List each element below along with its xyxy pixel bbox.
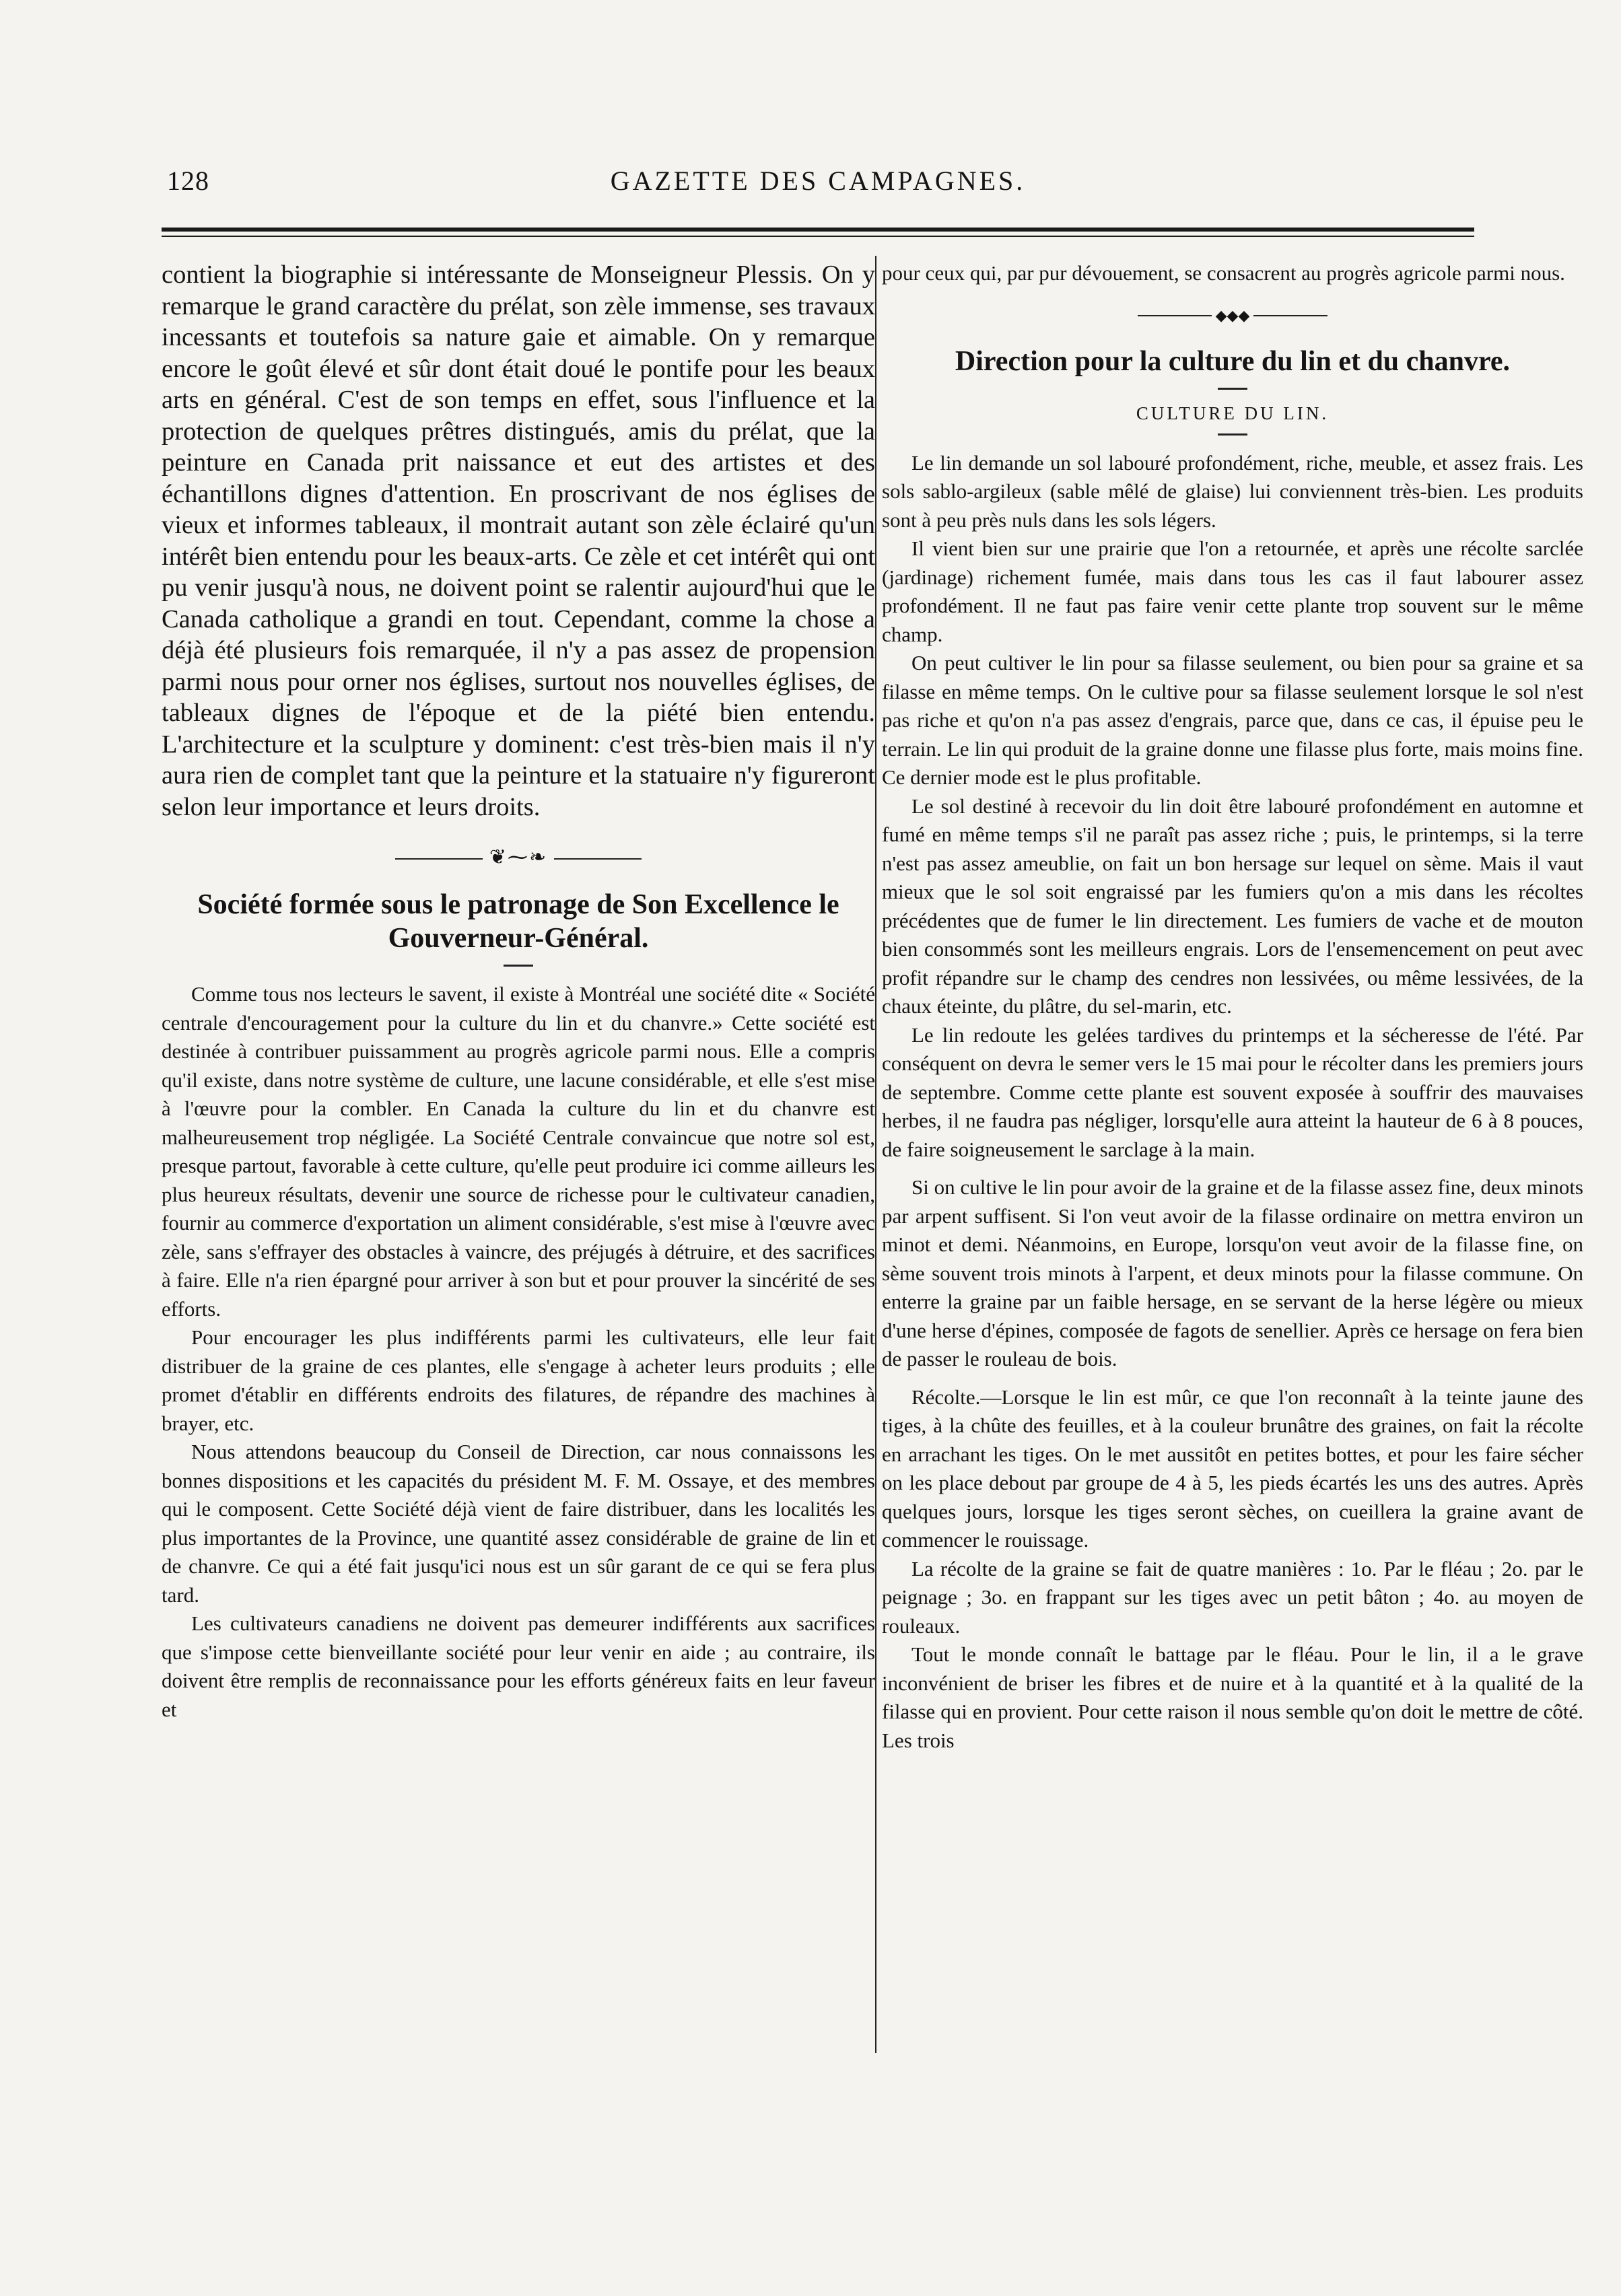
paragraph: La récolte de la graine se fait de quatre manières : 1o. Par le fléau ; 2o. par le peignage ; 3o. en frappant sur les tiges avec un petit bâton ; 4o. au moyen de rouleaux. — [882, 1556, 1583, 1638]
decorative-divider: ❦⁓❧ — [162, 845, 875, 869]
title-rule — [504, 965, 533, 967]
paragraph: Tout le monde connaît le battage par le fléau. Pour le lin, il a le grave inconvénient de briser les fibres et de nuire et à la quantité et à la qualité de la filasse qui en provient. Pour cette raison il nous semble qu'on doit le mettre de côté. Les trois — [882, 1642, 1583, 1752]
title-rule — [1218, 388, 1247, 390]
subheading-rule — [1218, 433, 1247, 436]
paragraph: Récolte.—Lorsque le lin est mûr, ce que l'on reconnaît à la teinte jaune des tiges, à la chûte des feuilles, et à la couleur brunâtre des graines, on fait la récolte en arrachant les tiges. On le met aussitôt en petites bottes, et pour les faire sécher on les place debout par groupe de 4 à 5, les pieds écartés les uns des autres. Après quelques jours, lorsque les tiges seront sèches, on cueillera la graine avant de commencer le rouissage. — [882, 1385, 1583, 1552]
continued-paragraph: contient la biographie si intéressante de Monseigneur Plessis. On y remarque le grand caractère du prélat, son zèle immense, ses travaux incessants et toutefois sa nature gaie et aimable. On y remarque encore le goût élevé et sûr dont était doué le pontife pour les beaux arts en général. C'est de son temps en effet, sous l'influence et la protection de quelques prêtres distingués, amis du prélat, que la peinture en Canada prit naissance et eut des artistes et des échantillons dignes d'attention. En proscrivant de nos églises de vieux et informes tableaux, il montrait autant son zèle éclairé qu'un intérêt bien entendu pour les beaux-arts. Ce zèle et cet intérêt qui ont pu venir jusqu'à nous, ne doivent point se ralentir aujourd'hui que le Canada catholique a grandi en tout. Cependant, comme la chose a déjà été plusieurs fois remarquée, il n'y a pas assez de propension parmi nous pour orner nos églises, surtout nos nouvelles églises, de tableaux dignes de l'époque et de la piété bien entendu. L'architecture et la sculpture y dominent: c'est très-bien mais il n'y aura rien de complet tant que la peinture et la statuaire n'y figureront selon leur importance et leurs droits. — [162, 260, 875, 821]
paragraph: Le lin redoute les gelées tardives du printemps et la sécheresse de l'été. Par conséquent on devra le semer vers le 15 mai pour le récolter dans les premiers jours de septembre. Comme cette plante est souvent exposée à souffrir des mauvaises herbes, il ne faudra pas négliger, lorsqu'elle aura atteint la hauteur de 6 à 8 pouces, de faire soigneusement le sarclage à la main. — [882, 1022, 1583, 1161]
continued-text-block — [162, 259, 875, 823]
header-rule-thick — [162, 228, 1474, 232]
article-body — [162, 980, 875, 1724]
article-body — [882, 449, 1583, 1755]
paragraph: Comme tous nos lecteurs le savent, il existe à Montréal une société dite « Société centrale d'encouragement pour la culture du lin et du chanvre.» Cette société est destinée à contribuer puissamment au progrès agricole parmi nous. Elle a compris qu'il existe, dans notre système de culture, une lacune considérable, et elle s'est mise à l'œuvre pour la combler. En Canada la culture du lin et du chanvre est malheureusement trop négligée. La Société Centrale convaincue que notre sol est, presque partout, favorable à cette culture, qu'elle peut produire ici comme ailleurs les plus heureux résultats, devenir une source de richesse pour le cultivateur canadien, fournir au commerce d'exportation un aliment considérable, s'est mise à l'œuvre avec zèle, sans s'effrayer des obstacles à vaincre, des préjugés à détruire, et des sacrifices à faire. Elle n'a rien épargné pour arriver à son but et pour prouver la sincérité de ses efforts. — [162, 982, 875, 1321]
column-divider — [875, 256, 876, 2053]
paragraph: Le sol destiné à recevoir du lin doit être labouré profondément en automne et fumé en même temps s'il ne paraît pas assez riche ; puis, le printemps, si la terre n'est pas assez ameublie, on fait un bon hersage sur lequel on sème. Mais il vaut mieux que le sol soit engraissé par les fumiers qu'on a mis dans les récoltes précédentes que de fumer le lin directement. Les fumiers de vache et de mouton bien consommés sont les meilleurs engrais. Lors de l'ensemencement on peut avec profit répandre sur le champ des cendres non lessivées, ou même lessivées, de la chaux éteinte, du plâtre, du sel-marin, etc. — [882, 794, 1583, 1018]
paragraph: Nous attendons beaucoup du Conseil de Direction, car nous connaissons les bonnes dispositions et les capacités du président M. F. M. Ossaye, et des membres qui le composent. Cette Société déjà vient de faire distribuer, dans les localités les plus importantes de la Province, une quantité assez considérable de graine de lin et de chanvre. Ce qui a été fait jusqu'ici nous est un sûr garant de ce qui se fera plus tard. — [162, 1440, 875, 1607]
running-title: GAZETTE DES CAMPAGNES. — [610, 166, 1026, 196]
continued-paragraph: pour ceux qui, par pur dévouement, se consacrent au progrès agricole parmi nous. — [882, 261, 1565, 285]
paragraph: Le lin demande un sol labouré profondément, riche, meuble, et assez frais. Les sols sablo-argileux (sable mêlé de glaise) lui conviennent très-bien. Les produits sont à peu près nuls dans les sols légers. — [882, 450, 1583, 532]
left-column — [162, 259, 875, 2046]
header-rule-thin — [162, 236, 1474, 237]
paragraph: Pour encourager les plus indifférents parmi les cultivateurs, elle leur fait distribuer de la graine de ces plantes, elle s'engage à acheter leurs produits ; elle promet d'établir en différents endroits des filatures, de répandre des machines à brayer, etc. — [162, 1325, 875, 1435]
article-title: Direction pour la culture du lin et du chanvre. — [955, 345, 1511, 377]
paragraph: Il vient bien sur une prairie que l'on a retournée, et après une récolte sarclée (jardinage) richement fumée, mais dans tous les cas il faut labourer assez profondément. Il ne faut pas faire venir cette plante trop souvent sur le même champ. — [882, 536, 1583, 646]
decorative-divider: ◆◆◆ — [882, 307, 1583, 324]
continued-text-block — [882, 259, 1583, 288]
right-column — [882, 259, 1583, 2046]
article-title: Société formée sous le patronage de Son Excellence le Gouverneur-Général. — [197, 889, 839, 954]
paragraph: Les cultivateurs canadiens ne doivent pas demeurer indifférents aux sacrifices que s'impose cette bienveillante société pour leur venir en aide ; au contraire, ils doivent être remplis de reconnaissance pour les efforts généreux faits en leur faveur et — [162, 1611, 875, 1721]
page-number: 128 — [167, 166, 209, 196]
paragraph: On peut cultiver le lin pour sa filasse seulement, ou bien pour sa graine et sa filasse en même temps. On le cultive pour sa filasse seulement lorsque le sol n'est pas riche et qu'on n'a pas assez d'engrais, parce que, dans ce cas, il épuise peu le terrain. Le lin qui produit de la graine donne une filasse plus forte, mais moins fine. Ce dernier mode est le plus profitable. — [882, 651, 1583, 789]
page-header — [162, 165, 1474, 205]
paragraph: Si on cultive le lin pour avoir de la graine et de la filasse assez fine, deux minots par arpent suffisent. Si l'on veut avoir de la filasse ordinaire on mettra environ un minot et demi. Néanmoins, en Europe, lorsqu'on veut avoir de la filasse fine, on sème souvent trois minots à l'arpent, et deux minots pour la filasse commune. On enterre la graine par un faible hersage, en se servant de la herse légère ou mieux d'une herse d'épines, composée de fagots de senellier. Après ce hersage on fera bien de passer le rouleau de bois. — [882, 1175, 1583, 1370]
section-subheading: CULTURE DU LIN. — [1136, 403, 1330, 423]
